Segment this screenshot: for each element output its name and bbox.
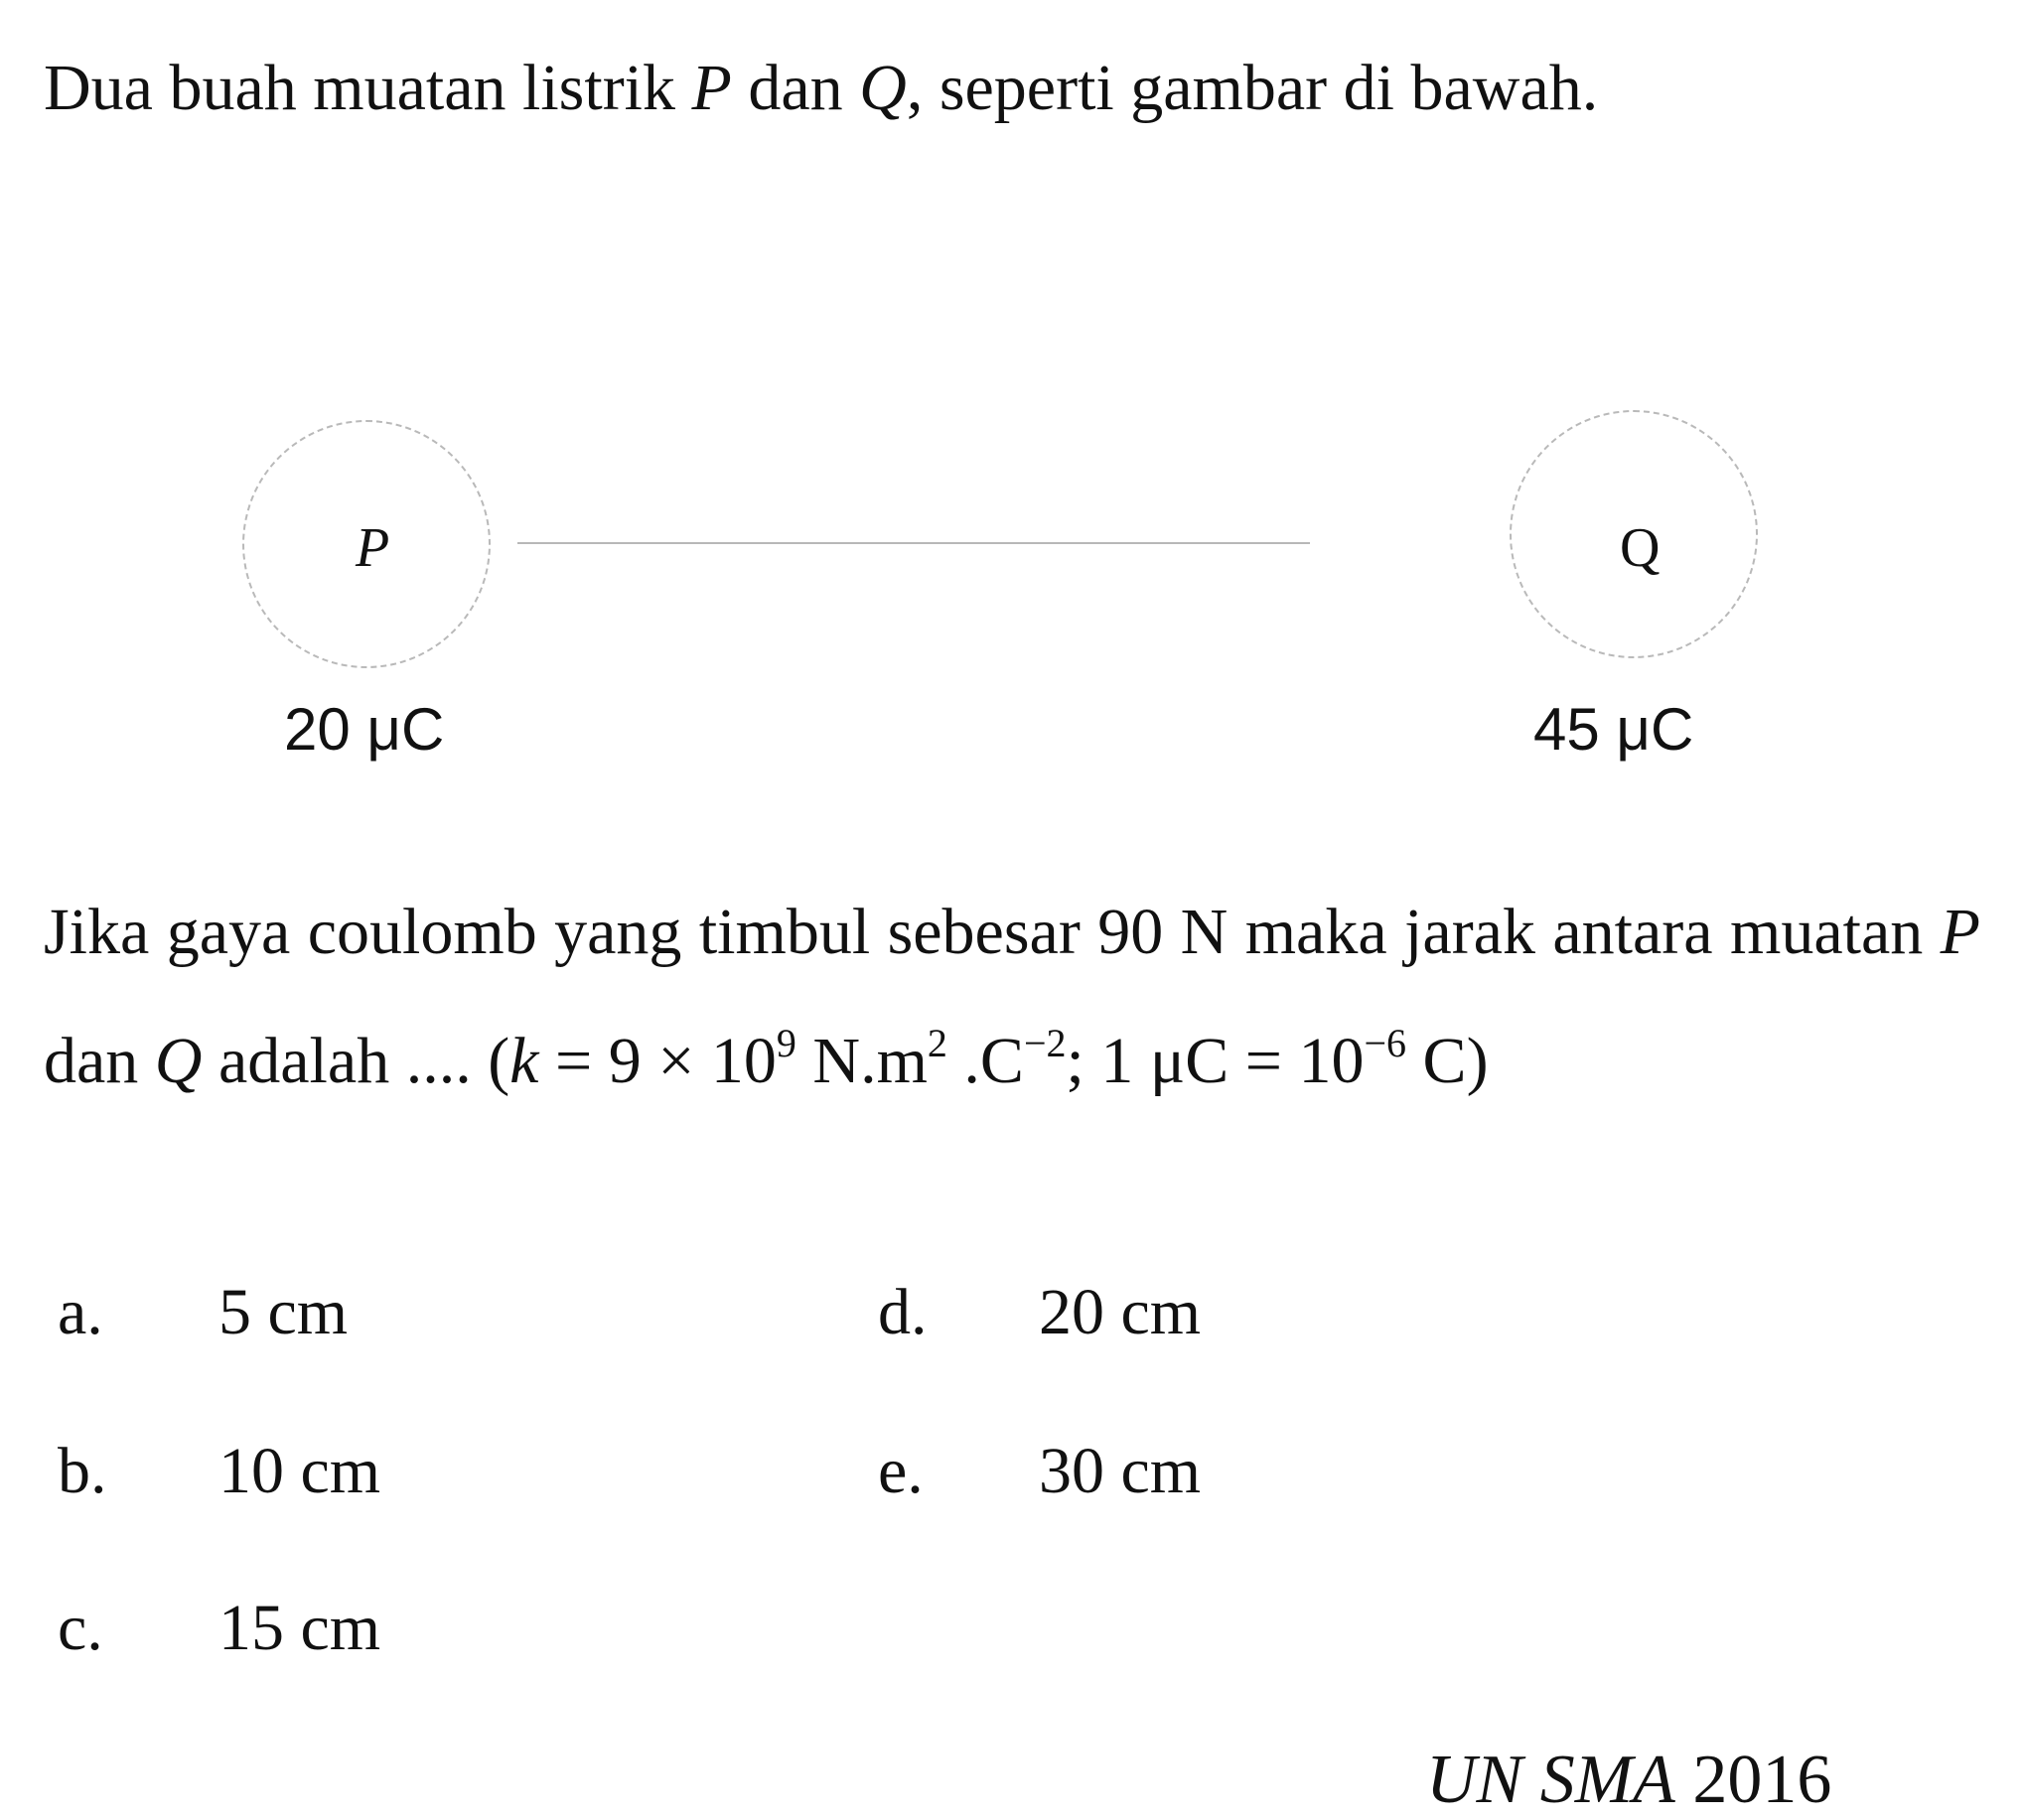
charge-q-label: Q [1620, 517, 1661, 579]
answer-option-d[interactable] [878, 1273, 1201, 1352]
body-text: ; 1 μC = 10 [1066, 1025, 1365, 1097]
intro-text: dan [731, 52, 860, 124]
charge-p-label: P [356, 517, 390, 579]
connector-line [517, 542, 1310, 544]
option-letter: a. [58, 1276, 103, 1348]
question-intro [44, 24, 1980, 153]
intro-text: , seperti gambar di bawah. [906, 52, 1599, 124]
charge-q-value: 45 μC [1533, 696, 1694, 763]
symbol-p: P [691, 52, 732, 124]
option-letter: e. [878, 1435, 924, 1507]
source-year: 2016 [1692, 1742, 1832, 1818]
source-citation [1426, 1741, 1831, 1820]
answer-option-c[interactable] [58, 1589, 380, 1668]
answer-option-e[interactable] [878, 1432, 1201, 1511]
symbol-q: Q [154, 1025, 203, 1097]
body-text: N.m [795, 1025, 928, 1097]
body-text: dan [44, 1025, 155, 1097]
source-exam: UN SMA [1426, 1742, 1675, 1818]
exponent: 9 [776, 1021, 796, 1065]
body-text: = 9 × 10 [538, 1025, 777, 1097]
symbol-k: k [509, 1025, 539, 1097]
body-text: C) [1406, 1025, 1489, 1097]
body-text: .C [946, 1025, 1024, 1097]
option-text: 20 cm [1039, 1276, 1202, 1348]
exponent: 2 [927, 1021, 947, 1065]
option-text: 30 cm [1039, 1435, 1202, 1507]
option-letter: d. [878, 1276, 928, 1348]
option-text: 5 cm [218, 1276, 349, 1348]
answer-option-b[interactable] [58, 1432, 380, 1511]
symbol-q: Q [859, 52, 907, 124]
charge-p-value: 20 μC [284, 696, 445, 763]
option-letter: b. [58, 1435, 107, 1507]
exponent: −6 [1364, 1021, 1407, 1065]
answer-option-a[interactable] [58, 1273, 348, 1352]
question-body [44, 868, 1980, 1126]
option-text: 10 cm [218, 1435, 381, 1507]
symbol-p: P [1940, 896, 1980, 968]
option-text: 15 cm [218, 1592, 381, 1664]
body-text: Jika gaya coulomb yang timbul sebesar 90 N maka jarak antara muatan [44, 896, 1941, 968]
intro-text: Dua buah muatan listrik [44, 52, 692, 124]
option-letter: c. [58, 1592, 103, 1664]
exponent: −2 [1023, 1021, 1067, 1065]
body-text: adalah .... ( [202, 1025, 510, 1097]
